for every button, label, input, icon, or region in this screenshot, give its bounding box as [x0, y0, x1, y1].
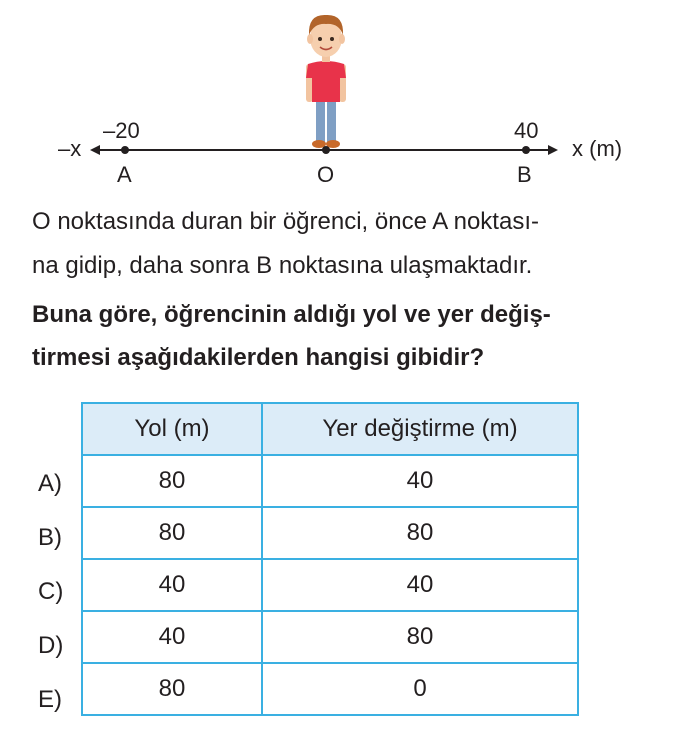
cell-yer: 40 [262, 455, 578, 507]
table-header-row [82, 403, 578, 455]
question-line-2: na gidip, daha sonra B noktasına ulaşmaktadır. [32, 252, 533, 279]
cell-yol: 80 [82, 507, 262, 559]
table-row[interactable] [82, 611, 578, 663]
point-o-dot [322, 146, 330, 154]
point-o-label: O [317, 162, 335, 187]
option-a-label[interactable]: A) [38, 470, 62, 497]
point-a-label: A [117, 162, 132, 187]
axis-neg-x-label: –x [58, 136, 82, 161]
point-b-dot [522, 146, 530, 154]
point-b-value: 40 [514, 118, 539, 143]
option-c-label[interactable]: C) [38, 578, 64, 605]
option-b-label[interactable]: B) [38, 524, 62, 551]
table-row[interactable] [82, 663, 578, 715]
question-bold-line-2: tirmesi aşağıdakilerden hangisi gibidir? [32, 344, 485, 371]
answer-table [81, 402, 579, 716]
table-row[interactable] [82, 507, 578, 559]
point-a-dot [121, 146, 129, 154]
option-e-label[interactable]: E) [38, 686, 62, 713]
header-yol: Yol (m) [82, 403, 262, 455]
cell-yol: 80 [82, 455, 262, 507]
question-bold-line-1: Buna göre, öğrencinin aldığı yol ve yer değiş- [32, 301, 551, 328]
axis-right-arrow [548, 145, 558, 155]
cell-yer: 80 [262, 507, 578, 559]
axis-x-label: x (m) [572, 136, 623, 161]
cell-yer: 80 [262, 611, 578, 663]
cell-yol: 40 [82, 611, 262, 663]
cell-yer: 0 [262, 663, 578, 715]
table-row[interactable] [82, 559, 578, 611]
point-a-value: –20 [103, 118, 140, 143]
header-yer-degistirme: Yer değiştirme (m) [262, 403, 578, 455]
point-b-label: B [517, 162, 532, 187]
table-row[interactable] [82, 455, 578, 507]
cell-yer: 40 [262, 559, 578, 611]
option-d-label[interactable]: D) [38, 632, 64, 659]
cell-yol: 80 [82, 663, 262, 715]
student-figure [294, 8, 358, 152]
cell-yol: 40 [82, 559, 262, 611]
question-line-1: O noktasında duran bir öğrenci, önce A noktası- [32, 208, 539, 235]
